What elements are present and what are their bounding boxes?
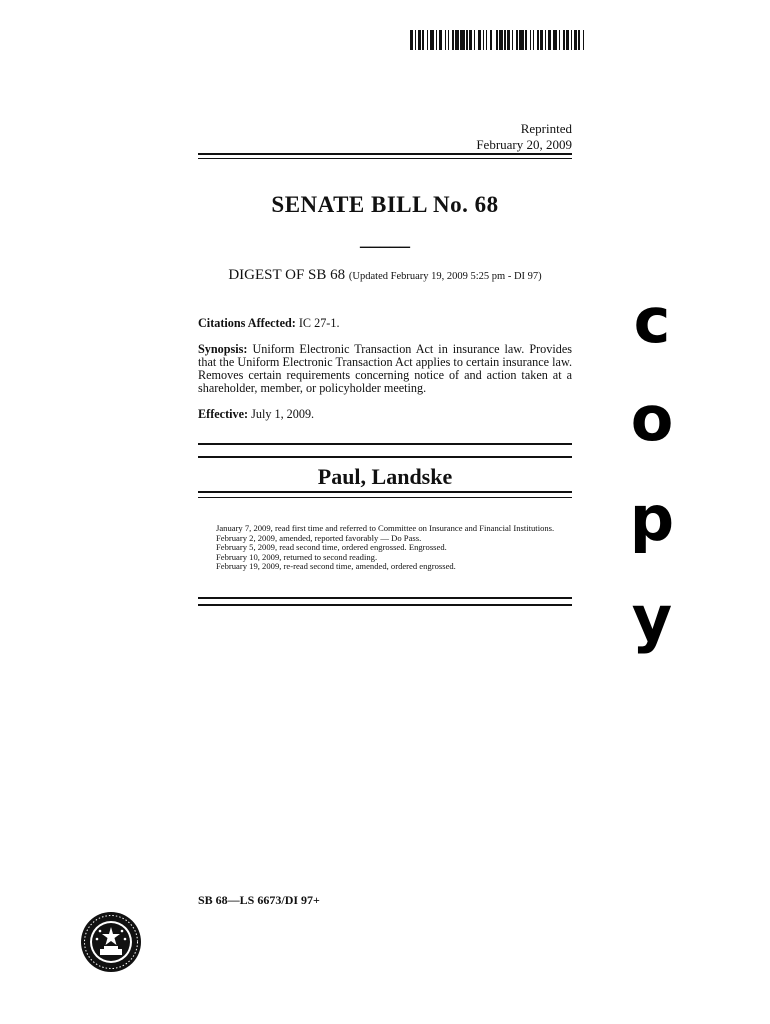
copy-watermark-letter: c xyxy=(633,284,671,357)
reprint-date: February 20, 2009 xyxy=(476,137,572,152)
history-rule-1 xyxy=(198,597,572,599)
history-entry: February 10, 2009, returned to second reading. xyxy=(216,551,378,562)
digest-label: DIGEST OF SB 68 xyxy=(228,267,346,283)
history-entry: February 19, 2009, re-read second time, amended, ordered engrossed. xyxy=(216,561,456,571)
reprinted-label: Reprinted xyxy=(520,121,572,136)
synopsis-text: Uniform Electronic Transaction Act in insurance law. Provides that the Uniform Electronic Transaction Act applies to certain insurance law. Removes certain requirements concerning notice of and action taken at a shareholder, member, or policyholder meeting. xyxy=(198,342,572,395)
effective-date xyxy=(198,408,572,421)
bill-authors: Paul, Landske xyxy=(317,464,453,489)
title-separator: _____ xyxy=(360,228,410,250)
barcode xyxy=(410,30,588,50)
effective-value: July 1, 2009. xyxy=(251,407,315,421)
history-entry: February 5, 2009, read second time, ordered engrossed. Engrossed. xyxy=(216,542,447,552)
authors-rule-bottom-2 xyxy=(198,497,572,498)
bill-title: SENATE BILL No. 68 xyxy=(271,192,499,217)
copy-watermark-letter: p xyxy=(629,482,675,555)
history-entry: February 2, 2009, amended, reported favorably — Do Pass. xyxy=(216,532,422,543)
effective-label: Effective: xyxy=(198,407,249,421)
state-seal-icon xyxy=(80,911,142,973)
synopsis-label: Synopsis: xyxy=(198,342,248,356)
bill-footer-id: SB 68—LS 6673/DI 97+ xyxy=(198,893,320,907)
citations-label: Citations Affected: xyxy=(198,316,296,330)
synopsis xyxy=(198,343,572,395)
header-rule-top xyxy=(198,153,572,155)
digest-updated: (Updated February 19, 2009 5:25 pm - DI 97) xyxy=(348,271,542,282)
copy-watermark-letter: o xyxy=(630,382,674,455)
copy-watermark-letter: y xyxy=(631,582,673,655)
legislative-history xyxy=(198,524,572,572)
citations-affected xyxy=(198,317,572,330)
citations-value: IC 27-1. xyxy=(298,316,340,330)
digest-heading xyxy=(198,267,572,284)
history-entry: January 7, 2009, read first time and referred to Committee on Insurance and Financial Institutions. xyxy=(216,523,555,533)
header-rule-bottom xyxy=(198,158,572,159)
authors-rule-bottom-1 xyxy=(198,491,572,493)
authors-rule-top-1 xyxy=(198,443,572,445)
history-rule-2 xyxy=(198,604,572,606)
authors-rule-top-2 xyxy=(198,456,572,458)
